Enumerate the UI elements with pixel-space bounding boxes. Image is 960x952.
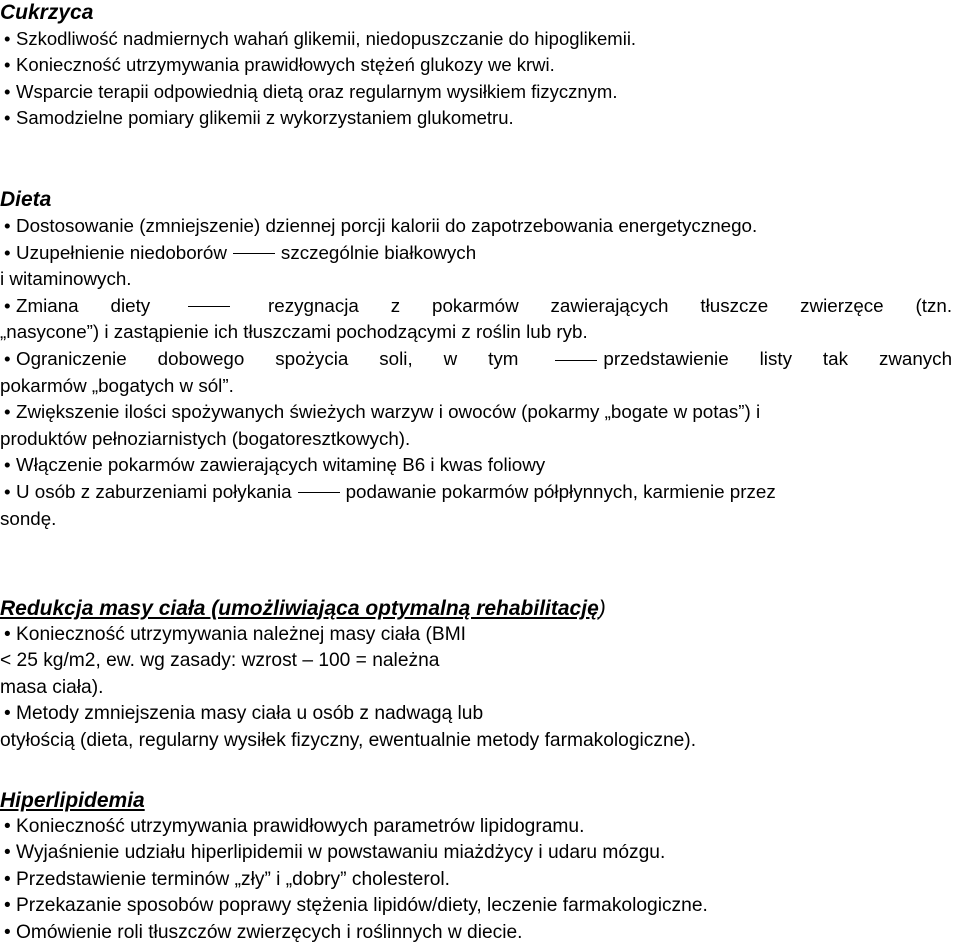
list-item: • Wsparcie terapii odpowiednią dietą oraz regularnym wysiłkiem fizycznym. [4,80,618,102]
list-item-continuation: otyłością (dieta, regularny wysiłek fizyczny, ewentualnie metody farmakologiczne). [0,729,697,751]
list-item: • Konieczność utrzymywania prawidłowych parametrów lipidogramu. [4,816,585,837]
list-item: • Przedstawienie terminów „zły” i „dobry” cholesterol. [4,868,450,890]
list-item: • Dostosowanie (zmniejszenie) dziennej porcji kalorii do zapotrzebowania energetycznego. [4,215,758,236]
list-item-continuation: „nasycone”) i zastąpienie ich tłuszczami pochodzącymi z roślin lub ryb. [0,321,588,343]
list-item: • Omówienie roli tłuszczów zwierzęcych i roślinnych w diecie. [4,921,523,943]
em-dash-line [555,360,597,361]
list-item: • Konieczność utrzymywania prawidłowych stężeń glukozy we krwi. [4,54,555,76]
list-item-continuation: i witaminowych. [0,268,132,290]
list-item: • Przekazanie sposobów poprawy stężenia lipidów/diety, leczenie farmakologiczne. [4,895,708,917]
list-item: • Zwiększenie ilości spożywanych świeżych warzyw i owoców (pokarmy „bogate w potas”) i [4,401,761,423]
list-item: • Samodzielne pomiary glikemii z wykorzystaniem glukometru. [4,107,514,129]
section-heading: Cukrzyca [0,1,94,24]
list-item: • Zmiana diety rezygnacja z pokarmów zawierających tłuszcze zwierzęce (tzn. [4,294,953,316]
section-cukrzyca [0,0,960,132]
list-item: • Szkodliwość nadmiernych wahań glikemii, niedopuszczanie do hipoglikemii. [4,28,637,49]
section-redukcja-masy-ciala [0,596,960,754]
list-item-continuation: masa ciała). [0,676,104,698]
list-item-continuation: produktów pełnoziarnistych (bogatoresztkowych). [0,427,411,449]
section-heading: Hiperlipidemia [0,789,145,812]
section-heading: Redukcja masy ciała (umożliwiająca optymalną rehabilitację) [0,597,606,620]
em-dash-line [298,492,340,493]
section-dieta [0,187,960,532]
section-hiperlipidemia [0,788,960,946]
em-dash-line [233,253,275,254]
list-item-continuation: sondę. [0,507,57,529]
list-item: • Metody zmniejszenia masy ciała u osób z nadwagą lub [4,703,484,725]
section-heading: Dieta [0,188,52,211]
list-item: • Ograniczenie dobowego spożycia soli, w tym przedstawienie listy tak zwanych [4,347,953,369]
list-item: • U osób z zaburzeniami połykania podawanie pokarmów półpłynnych, karmienie przez [4,480,776,502]
list-item: • Uzupełnienie niedoborów szczególnie białkowych [4,241,477,263]
list-item-continuation: pokarmów „bogatych w sól”. [0,374,234,396]
list-item: • Konieczność utrzymywania należnej masy ciała (BMI [4,624,467,645]
list-item: • Włączenie pokarmów zawierających witaminę B6 i kwas foliowy [4,454,546,476]
em-dash-line [188,306,230,307]
list-item-continuation: < 25 kg/m2, ew. wg zasady: wzrost – 100 = należna [0,650,440,672]
list-item: • Wyjaśnienie udziału hiperlipidemii w powstawaniu miażdżycy i udaru mózgu. [4,842,666,864]
